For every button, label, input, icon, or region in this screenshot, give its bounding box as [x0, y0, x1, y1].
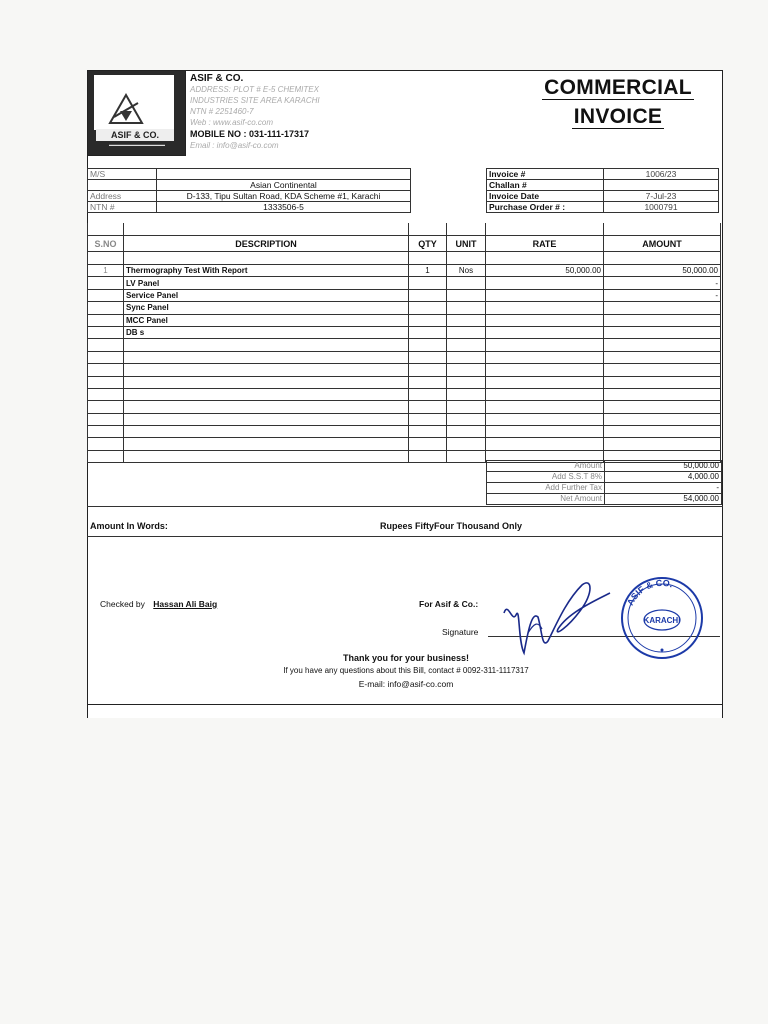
- item-amount: [604, 326, 721, 338]
- table-row: [88, 388, 721, 400]
- table-row: [88, 376, 721, 388]
- company-logo: [88, 71, 186, 156]
- item-unit: [447, 351, 486, 363]
- table-row: [88, 401, 721, 413]
- item-sno: [88, 388, 124, 400]
- document-title: [518, 73, 718, 131]
- item-unit: [447, 401, 486, 413]
- company-web: Web : www.asif-co.com: [190, 118, 273, 127]
- item-amount: [604, 426, 721, 438]
- item-qty: [409, 401, 447, 413]
- item-qty: [409, 426, 447, 438]
- item-qty: [409, 326, 447, 338]
- customer-row: [88, 191, 411, 202]
- item-sno: [88, 351, 124, 363]
- item-sno: [88, 314, 124, 326]
- item-amount: -: [604, 277, 721, 289]
- customer-label: Address: [88, 191, 157, 202]
- item-description: [124, 351, 409, 363]
- company-email: Email : info@asif-co.com: [190, 141, 279, 150]
- header-description: DESCRIPTION: [124, 236, 409, 252]
- totals-value: 54,000.00: [605, 494, 722, 505]
- totals-label: Net Amount: [487, 494, 605, 505]
- items-table: [87, 223, 721, 463]
- item-sno: [88, 413, 124, 425]
- customer-label: NTN #: [88, 202, 157, 213]
- company-mobile: MOBILE NO : 031-111-17317: [190, 129, 310, 139]
- table-row: [88, 277, 721, 289]
- item-qty: [409, 302, 447, 314]
- header-amount: AMOUNT: [604, 236, 721, 252]
- item-rate: [486, 401, 604, 413]
- invoice-info-label: Purchase Order # :: [487, 202, 604, 213]
- item-description: Service Panel: [124, 289, 409, 301]
- company-address-2: INDUSTRIES SITE AREA KARACHI: [190, 96, 320, 105]
- customer-row: [88, 202, 411, 213]
- totals-table: [486, 460, 722, 505]
- invoice-info-value: 1006/23: [604, 169, 719, 180]
- header-sno: S.NO: [88, 236, 124, 252]
- totals-label: Add Further Tax: [487, 483, 605, 494]
- item-sno: 1: [88, 265, 124, 277]
- item-description: [124, 339, 409, 351]
- totals-label: Amount: [487, 461, 605, 472]
- item-unit: Nos: [447, 265, 486, 277]
- company-address-1: ADDRESS: PLOT # E-5 CHEMITEX: [190, 85, 319, 94]
- item-amount: [604, 376, 721, 388]
- item-sno: [88, 289, 124, 301]
- company-info: [190, 73, 420, 151]
- item-rate: [486, 277, 604, 289]
- amount-in-words-label: Amount In Words:: [90, 521, 168, 531]
- header-unit: UNIT: [447, 236, 486, 252]
- item-description: LV Panel: [124, 277, 409, 289]
- item-amount: -: [604, 289, 721, 301]
- invoice-info-row: [487, 169, 719, 180]
- item-description: [124, 388, 409, 400]
- logo-text: ASIF & CO.: [96, 129, 174, 141]
- invoice-info-row: [487, 202, 719, 213]
- customer-row: [88, 180, 411, 191]
- item-amount: [604, 351, 721, 363]
- item-unit: [447, 326, 486, 338]
- item-amount: [604, 364, 721, 376]
- item-sno: [88, 376, 124, 388]
- invoice-page: [87, 70, 723, 718]
- item-unit: [447, 438, 486, 450]
- item-qty: [409, 277, 447, 289]
- item-qty: [409, 339, 447, 351]
- checked-by: [100, 599, 217, 609]
- item-unit: [447, 302, 486, 314]
- item-description: [124, 413, 409, 425]
- amount-in-words-row: [90, 521, 720, 531]
- item-unit: [447, 376, 486, 388]
- item-unit: [447, 289, 486, 301]
- totals-value: 4,000.00: [605, 472, 722, 483]
- item-amount: [604, 314, 721, 326]
- item-amount: [604, 413, 721, 425]
- invoice-info-table: [486, 168, 719, 213]
- stamp-center-text: KARACHI: [643, 616, 681, 625]
- item-rate: [486, 438, 604, 450]
- item-unit: [447, 426, 486, 438]
- divider: [87, 506, 723, 507]
- invoice-info-label: Invoice #: [487, 169, 604, 180]
- item-sno: [88, 426, 124, 438]
- item-unit: [447, 314, 486, 326]
- item-sno: [88, 450, 124, 462]
- title-line-2: INVOICE: [573, 105, 663, 128]
- item-amount: [604, 388, 721, 400]
- item-description: [124, 450, 409, 462]
- item-rate: [486, 339, 604, 351]
- invoice-info-row: [487, 180, 719, 191]
- item-amount: [604, 339, 721, 351]
- totals-value: -: [605, 483, 722, 494]
- item-rate: [486, 388, 604, 400]
- checked-by-label: Checked by: [100, 599, 145, 609]
- table-row: [88, 413, 721, 425]
- customer-value: 1333506-5: [157, 202, 411, 213]
- item-rate: 50,000.00: [486, 265, 604, 277]
- totals-row: [487, 461, 722, 472]
- table-row: [88, 302, 721, 314]
- thanks-message: Thank you for your business!: [342, 653, 470, 663]
- item-amount: [604, 302, 721, 314]
- item-qty: [409, 289, 447, 301]
- item-description: [124, 438, 409, 450]
- item-qty: 1: [409, 265, 447, 277]
- table-row: [88, 265, 721, 277]
- table-row: [88, 314, 721, 326]
- divider: [87, 536, 723, 537]
- item-sno: [88, 302, 124, 314]
- item-rate: [486, 302, 604, 314]
- stamp-top-text: ASIF & CO.: [624, 577, 674, 608]
- amount-in-words: Rupees FiftyFour Thousand Only: [380, 521, 523, 531]
- item-rate: [486, 413, 604, 425]
- invoice-info-value: 1000791: [604, 202, 719, 213]
- customer-value: Asian Continental: [157, 180, 411, 191]
- customer-value: [157, 169, 411, 180]
- item-description: [124, 364, 409, 376]
- item-unit: [447, 388, 486, 400]
- table-row: [88, 339, 721, 351]
- item-amount: [604, 438, 721, 450]
- item-qty: [409, 314, 447, 326]
- item-rate: [486, 364, 604, 376]
- item-rate: [486, 314, 604, 326]
- title-line-1: COMMERCIAL: [544, 76, 692, 99]
- item-description: [124, 376, 409, 388]
- invoice-info-value: [604, 180, 719, 191]
- customer-table: [87, 168, 411, 213]
- item-unit: [447, 339, 486, 351]
- invoice-info-label: Invoice Date: [487, 191, 604, 202]
- item-qty: [409, 413, 447, 425]
- item-rate: [486, 326, 604, 338]
- items-header-row: [88, 236, 721, 252]
- customer-label: M/S: [88, 169, 157, 180]
- item-unit: [447, 450, 486, 462]
- table-row: [88, 438, 721, 450]
- item-sno: [88, 326, 124, 338]
- item-rate: [486, 351, 604, 363]
- header-qty: QTY: [409, 236, 447, 252]
- customer-value: D-133, Tipu Sultan Road, KDA Scheme #1, Karachi: [157, 191, 411, 202]
- table-row: [88, 364, 721, 376]
- item-qty: [409, 450, 447, 462]
- signature-label: Signature: [442, 627, 479, 637]
- item-qty: [409, 364, 447, 376]
- invoice-info-label: Challan #: [487, 180, 604, 191]
- table-row: [88, 351, 721, 363]
- item-unit: [447, 277, 486, 289]
- item-description: [124, 401, 409, 413]
- company-ntn: NTN # 2251460-7: [190, 107, 254, 116]
- bottom-border: [87, 704, 723, 705]
- item-sno: [88, 401, 124, 413]
- totals-label: Add S.S.T 8%: [487, 472, 605, 483]
- logo-mark-icon: [106, 93, 146, 127]
- logo-tagline: ▬▬▬▬▬▬▬▬▬▬▬▬▬▬: [109, 142, 165, 147]
- contact-note: If you have any questions about this Bill, contact # 0092-311-1117317: [283, 666, 529, 675]
- checked-by-name: Hassan Ali Baig: [153, 599, 218, 609]
- item-description: MCC Panel: [124, 314, 409, 326]
- item-sno: [88, 277, 124, 289]
- totals-value: 50,000.00: [605, 461, 722, 472]
- item-rate: [486, 426, 604, 438]
- item-unit: [447, 364, 486, 376]
- item-sno: [88, 339, 124, 351]
- item-qty: [409, 388, 447, 400]
- invoice-info-value: 7-Jul-23: [604, 191, 719, 202]
- table-row: [88, 426, 721, 438]
- item-amount: [604, 401, 721, 413]
- totals-row: [487, 483, 722, 494]
- item-qty: [409, 351, 447, 363]
- item-unit: [447, 413, 486, 425]
- customer-row: [88, 169, 411, 180]
- item-description: DB s: [124, 326, 409, 338]
- totals-row: [487, 494, 722, 505]
- table-row: [88, 326, 721, 338]
- totals-row: [487, 472, 722, 483]
- invoice-info-row: [487, 191, 719, 202]
- item-qty: [409, 376, 447, 388]
- item-sno: [88, 364, 124, 376]
- item-description: Sync Panel: [124, 302, 409, 314]
- item-amount: 50,000.00: [604, 265, 721, 277]
- item-sno: [88, 438, 124, 450]
- item-rate: [486, 289, 604, 301]
- company-name: ASIF & CO.: [190, 73, 244, 84]
- table-row: [88, 289, 721, 301]
- footer-email: E-mail: info@asif-co.com: [358, 679, 454, 689]
- item-description: [124, 426, 409, 438]
- header-rate: RATE: [486, 236, 604, 252]
- item-description: Thermography Test With Report: [124, 265, 409, 277]
- for-company-label: For Asif & Co.:: [419, 599, 479, 609]
- company-stamp: [618, 574, 708, 660]
- item-rate: [486, 376, 604, 388]
- signature-scribble: [498, 571, 618, 661]
- item-qty: [409, 438, 447, 450]
- svg-text:ASIF & CO.: [625, 578, 674, 607]
- customer-label: [88, 180, 157, 191]
